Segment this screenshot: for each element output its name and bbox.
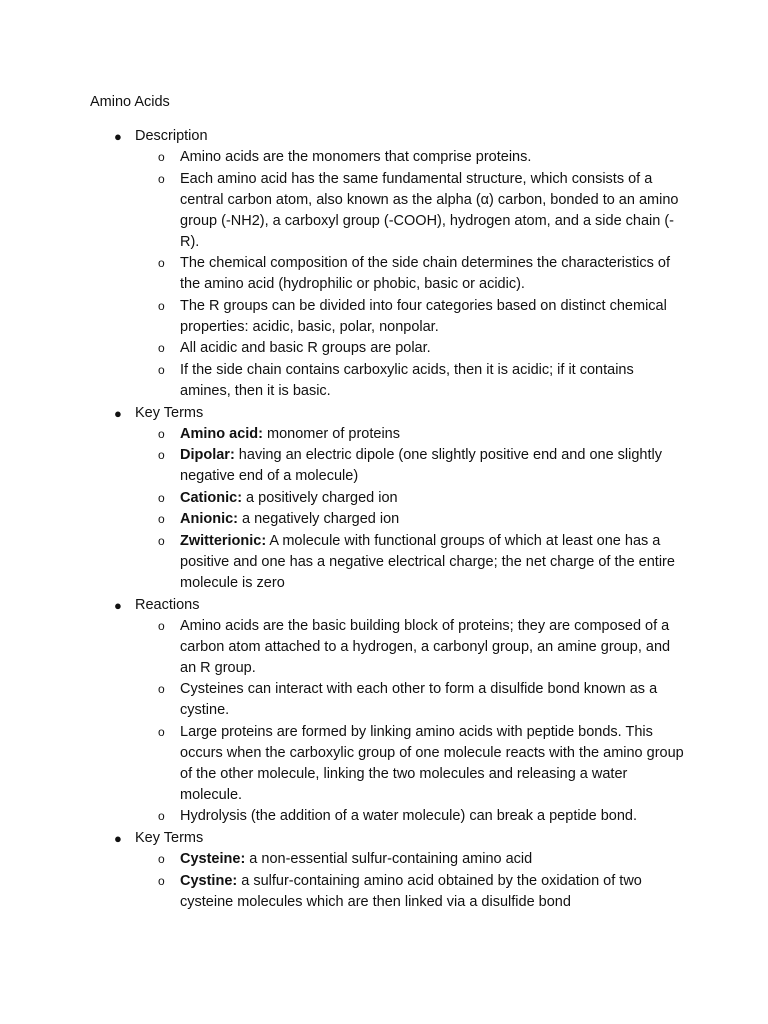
- term-label: Anionic:: [180, 511, 238, 527]
- item-text: Each amino acid has the same fundamental structure, which consists of a central carbon atom, also known as the alpha (α) carbon, bonded to an amino group (-NH2), a carboxyl group (-COOH), hydrogen atom, and a side chain (-R).: [180, 170, 679, 250]
- item-text: The R groups can be divided into four categories based on distinct chemical properties: acidic, basic, polar, nonpolar.: [180, 297, 667, 335]
- circle-bullet-icon: o: [158, 171, 165, 186]
- sub-list: [135, 147, 685, 402]
- term-item: [158, 424, 685, 445]
- term-definition: a non-essential sulfur-containing amino acid: [245, 851, 533, 867]
- section-description: [114, 126, 685, 402]
- term-definition: monomer of proteins: [262, 425, 400, 442]
- document-title: Amino Acids: [90, 94, 170, 110]
- circle-bullet-icon: o: [158, 682, 165, 696]
- item-text: If the side chain contains carboxylic acids, then it is acidic; if it contains amines, then it is basic.: [180, 361, 634, 399]
- term-item: [158, 849, 685, 870]
- sub-list: [135, 424, 685, 594]
- term-item: [158, 445, 685, 487]
- term-item: [158, 871, 685, 913]
- sub-list: [135, 616, 685, 828]
- circle-bullet-icon: o: [158, 490, 165, 505]
- section-list: [114, 126, 685, 914]
- bullet-icon: ●: [114, 597, 122, 613]
- circle-bullet-icon: o: [158, 724, 165, 739]
- section-reactions: [114, 595, 685, 828]
- section-heading: Description: [135, 128, 208, 144]
- term-label: Cationic:: [180, 489, 243, 506]
- circle-bullet-icon: o: [158, 298, 165, 313]
- sub-list: [135, 849, 685, 913]
- circle-bullet-icon: o: [158, 426, 165, 441]
- term-definition: A molecule with functional groups of which at least one has a positive and one has a negative electrical charge; the net charge of the entire molecule is zero: [180, 532, 675, 591]
- term-item: [158, 509, 685, 530]
- term-item: [158, 488, 685, 509]
- item-text: Hydrolysis (the addition of a water molecule) can break a peptide bond.: [180, 808, 638, 824]
- list-item: [158, 147, 685, 168]
- bullet-icon: ●: [114, 405, 122, 421]
- list-item: [158, 169, 685, 253]
- list-item: [158, 722, 685, 806]
- bullet-icon: ●: [114, 129, 122, 144]
- item-text: All acidic and basic R groups are polar.: [180, 340, 431, 356]
- section-key-terms-2: [114, 828, 685, 913]
- list-item: [158, 253, 685, 295]
- term-label: Cystine:: [180, 872, 238, 889]
- circle-bullet-icon: o: [158, 256, 165, 270]
- term-definition: a positively charged ion: [242, 489, 398, 506]
- section-heading: Reactions: [135, 596, 200, 613]
- term-label: Cysteine:: [180, 851, 246, 867]
- list-item: [158, 806, 685, 827]
- term-definition: having an electric dipole (one slightly positive end and one slightly negative end of a molecule): [180, 447, 662, 484]
- item-text: The chemical composition of the side chain determines the characteristics of the amino acid (hydrophilic or phobic, basic or acidic).: [180, 255, 671, 292]
- term-label: Dipolar:: [180, 447, 235, 463]
- item-text: Amino acids are the basic building block of proteins; they are composed of a carbon atom attached to a hydrogen, a carbonyl group, an amine group, and an R group.: [180, 617, 671, 676]
- list-item: [158, 679, 685, 721]
- list-item: [158, 616, 685, 679]
- circle-bullet-icon: o: [158, 873, 165, 888]
- circle-bullet-icon: o: [158, 362, 165, 377]
- list-item: [158, 338, 685, 359]
- circle-bullet-icon: o: [158, 341, 165, 355]
- section-key-terms: [114, 403, 685, 594]
- list-item: [158, 360, 685, 402]
- circle-bullet-icon: o: [158, 512, 165, 526]
- section-heading: Key Terms: [135, 404, 204, 421]
- term-label: Amino acid:: [180, 425, 263, 442]
- term-label: Zwitterionic:: [180, 532, 267, 549]
- circle-bullet-icon: o: [158, 533, 165, 548]
- circle-bullet-icon: o: [158, 618, 165, 633]
- term-definition: a sulfur-containing amino acid obtained by the oxidation of two cysteine molecules which are then linked via a disulfide bond: [180, 872, 642, 910]
- term-definition: a negatively charged ion: [238, 511, 400, 527]
- list-item: [158, 296, 685, 338]
- circle-bullet-icon: o: [158, 809, 165, 823]
- item-text: Amino acids are the monomers that comprise proteins.: [180, 149, 532, 165]
- term-item: [158, 531, 685, 594]
- circle-bullet-icon: o: [158, 448, 165, 462]
- circle-bullet-icon: o: [158, 150, 165, 164]
- bullet-icon: ●: [114, 831, 122, 846]
- item-text: Large proteins are formed by linking amino acids with peptide bonds. This occurs when the carboxylic group of one molecule reacts with the amino group of the other molecule, linking the two molecules and releasing a water molecule.: [180, 723, 684, 803]
- circle-bullet-icon: o: [158, 852, 165, 866]
- section-heading: Key Terms: [135, 830, 204, 846]
- item-text: Cysteines can interact with each other to form a disulfide bond known as a cystine.: [180, 681, 658, 718]
